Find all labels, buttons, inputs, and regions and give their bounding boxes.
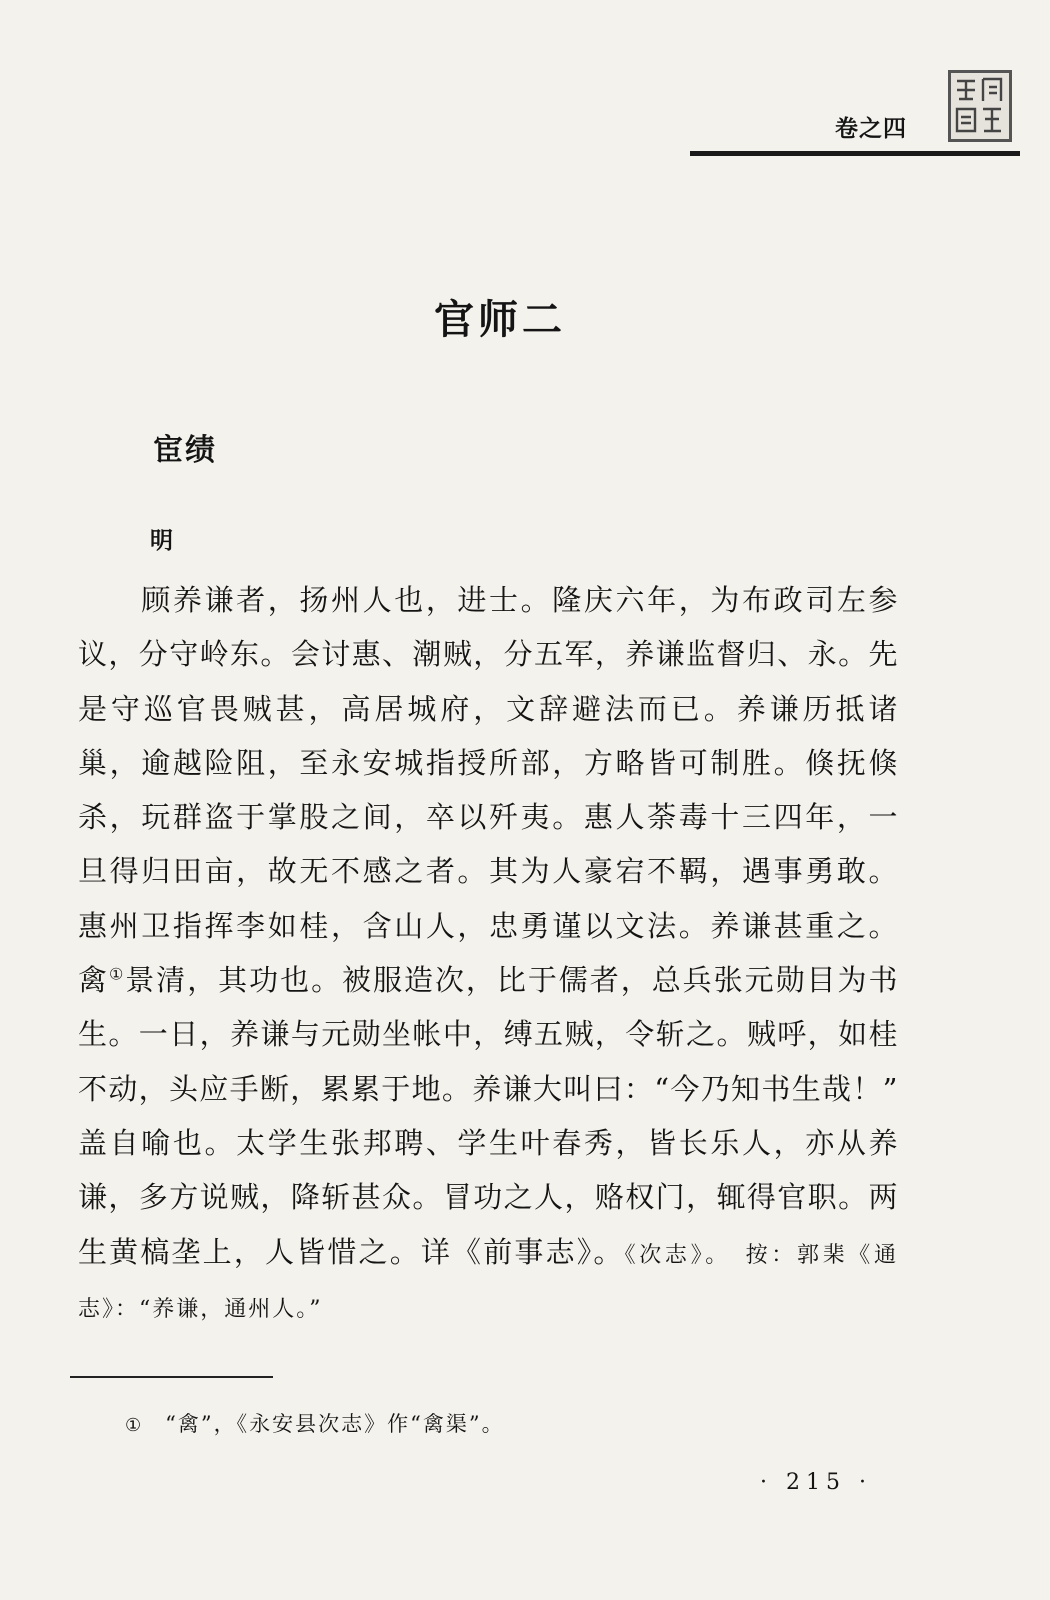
volume-title: 卷之四 xyxy=(835,116,907,142)
text-line: 不动，头应手断，累累于地。养谦大叫曰：“今乃知书生哉！” xyxy=(78,1071,898,1106)
body-paragraph xyxy=(78,573,898,1333)
text-line: 议，分守岭东。会讨惠、潮贼，分五军，养谦监督归、永。先 xyxy=(78,637,898,672)
seal-stamp-icon xyxy=(948,70,1012,142)
text-line-main: 生黄槁垄上，人皆惜之。详《前事志》。 xyxy=(78,1234,625,1269)
text-line: 生。一日，养谦与元勋坐帐中，缚五贼，令斩之。贼呼，如桂 xyxy=(78,1017,898,1052)
text-line xyxy=(78,953,898,1007)
text-line: 惠州卫指挥李如桂，含山人，忠勇谨以文法。养谦甚重之。 xyxy=(78,908,898,943)
text-line-rest: 景清，其功也。被服造次，比于儒者，总兵张元勋目为书 xyxy=(125,963,898,998)
text-line: 是守巡官畏贼甚，高居城府，文辞避法而已。养谦历抵诸 xyxy=(78,691,898,726)
text-line xyxy=(78,1279,898,1333)
text-line: 盖自喻也。太学生张邦聘、学生叶春秀，皆长乐人，亦从养 xyxy=(78,1125,898,1160)
header-rule xyxy=(690,151,1020,156)
dynasty-heading: 明 xyxy=(150,528,173,554)
footnote-rule xyxy=(70,1376,273,1378)
text-line: 旦得归田亩，故无不感之者。其为人豪宕不羁，遇事勇敢。 xyxy=(78,854,898,889)
text-line-prefix: 禽 xyxy=(78,963,109,998)
inline-annotation: 《次志》。 按：郭棐《通 xyxy=(624,1242,898,1268)
footnote xyxy=(125,1408,505,1438)
text-line: 顾养谦者，扬州人也，进士。隆庆六年，为布政司左参 xyxy=(78,583,898,617)
text-line: 谦，多方说贼，降斩甚众。冒功之人，赂权门，辄得官职。两 xyxy=(78,1180,898,1215)
page-number: · 215 · xyxy=(760,1470,872,1495)
text-line xyxy=(78,1225,898,1279)
footnote-text: “禽”，《永安县次志》作“禽渠”。 xyxy=(165,1412,505,1436)
chapter-title: 官师二 xyxy=(434,297,566,343)
running-header xyxy=(690,96,1020,166)
section-title: 宦绩 xyxy=(153,433,217,468)
text-line: 杀，玩群盗于掌股之间，卒以歼夷。惠人荼毒十三四年，一 xyxy=(78,800,898,835)
footnote-number: ① xyxy=(125,1415,144,1436)
text-line: 巢，逾越险阻，至永安城指授所部，方略皆可制胜。倏抚倏 xyxy=(78,745,898,780)
inline-annotation-end: 志》：“养谦，通州人。” xyxy=(78,1296,323,1322)
footnote-reference[interactable]: ① xyxy=(108,964,126,984)
